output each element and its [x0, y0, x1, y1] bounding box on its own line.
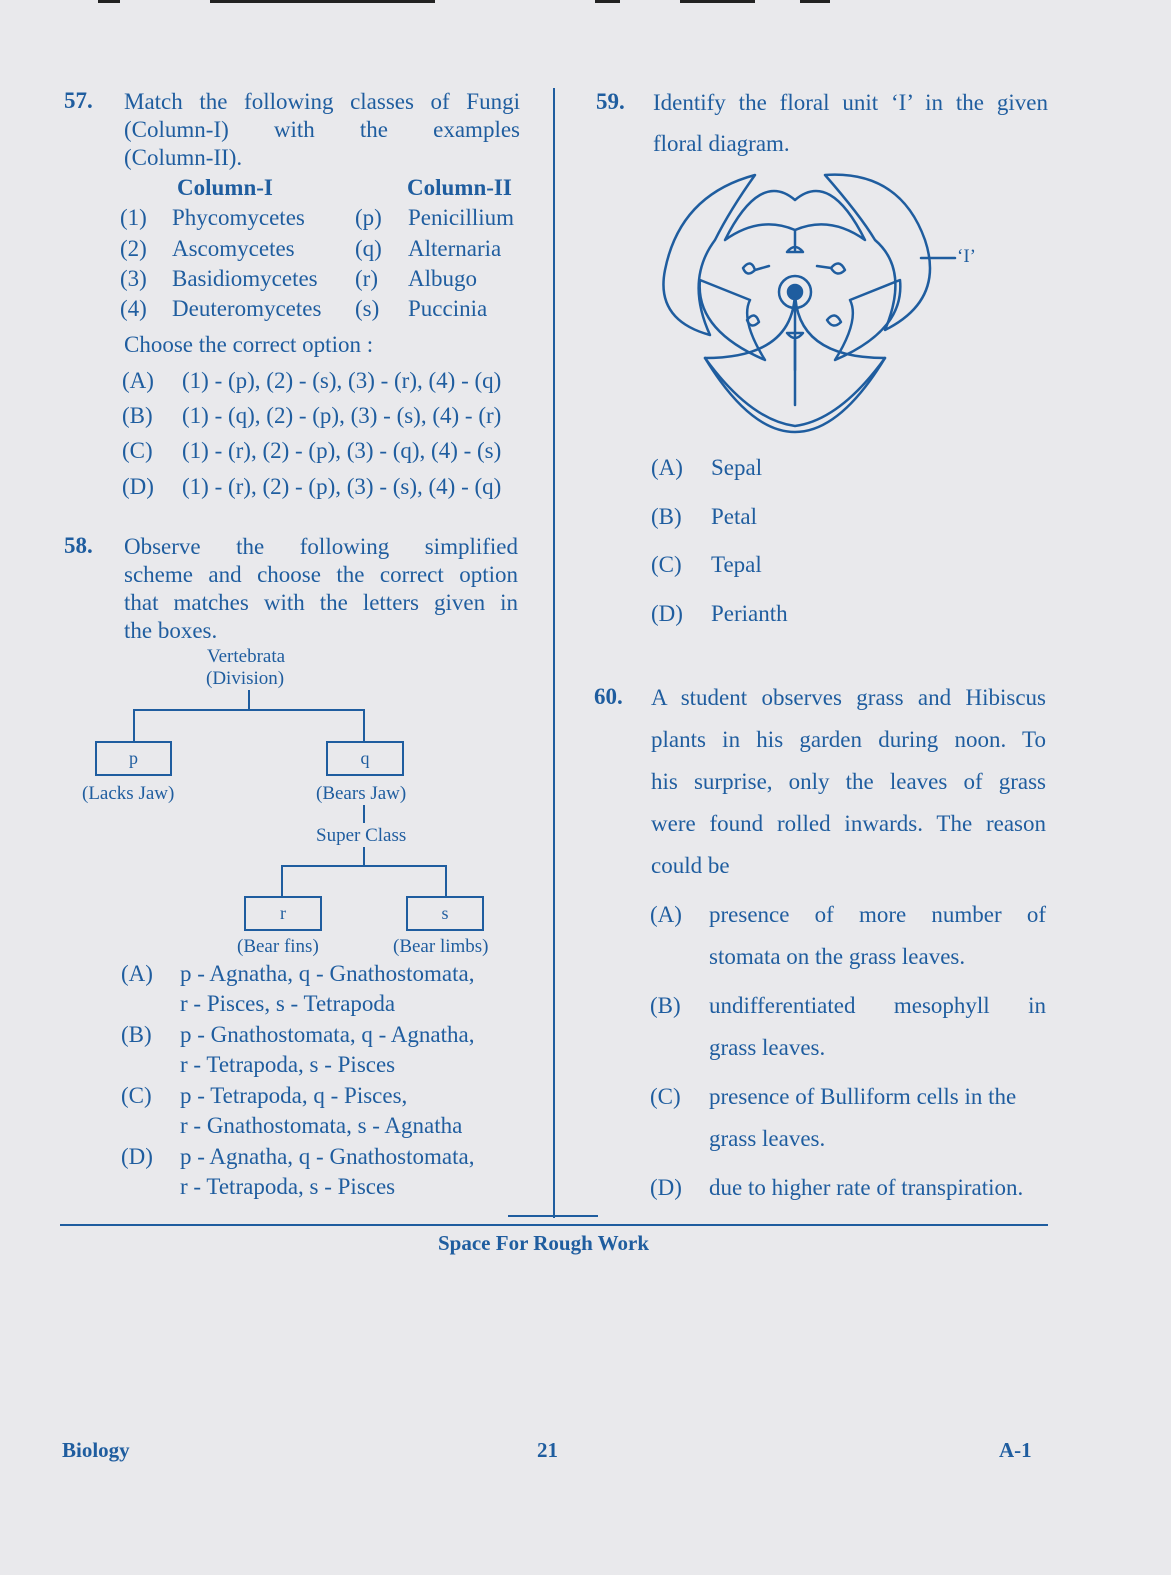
q59-option-c-label[interactable]: (C): [651, 552, 682, 577]
diagram-connector: [248, 690, 250, 710]
q60-stem-line-4: were found rolled inwards. The reason: [651, 811, 1046, 836]
diagram-connector: [445, 865, 447, 897]
q58-option-a-label[interactable]: (A): [121, 961, 153, 986]
diagram-box-q: q: [326, 741, 404, 776]
diagram-connector: [133, 709, 135, 742]
q60-option-d-line-1[interactable]: due to higher rate of transpiration.: [709, 1175, 1024, 1200]
q58-option-c-line-2[interactable]: r - Gnathostomata, s - Agnatha: [180, 1113, 463, 1138]
q57-option-b-label[interactable]: (B): [122, 403, 153, 428]
q60-stem-line-5: could be: [651, 853, 730, 878]
q60-option-a-label[interactable]: (A): [650, 902, 682, 927]
q59-stem-line-1: Identify the floral unit ‘I’ in the given: [653, 90, 1048, 115]
stamen-anther: [827, 315, 841, 325]
q58-option-d-label[interactable]: (D): [121, 1144, 153, 1169]
diagram-box-r: r: [244, 896, 322, 931]
floral-diagram: [655, 170, 995, 440]
q57-row-4-example: Puccinia: [408, 296, 488, 321]
q57-row-3-num: (3): [120, 266, 147, 291]
diagram-root-name: Vertebrata: [207, 646, 286, 667]
q57-row-2-num: (2): [120, 236, 147, 261]
q57-stem-line-3: (Column-II).: [124, 145, 243, 170]
q57-row-2-example: Alternaria: [408, 236, 502, 261]
column-divider-foot: [508, 1215, 598, 1217]
floral-diagram-label-i: ‘I’: [957, 246, 976, 267]
diagram-connector: [133, 709, 365, 711]
q60-option-a-line-1[interactable]: presence of more number of: [709, 902, 1046, 927]
q59-option-d-text[interactable]: Perianth: [711, 601, 788, 626]
diagram-connector: [281, 865, 283, 897]
q58-option-d-line-1[interactable]: p - Agnatha, q - Gnathostomata,: [180, 1144, 475, 1169]
q57-option-c-text[interactable]: (1) - (r), (2) - (p), (3) - (q), (4) - (s): [182, 438, 502, 463]
q60-stem-line-3: his surprise, only the leaves of grass: [651, 769, 1046, 794]
q60-option-b-label[interactable]: (B): [650, 993, 681, 1018]
q60-option-b-line-2[interactable]: grass leaves.: [709, 1035, 826, 1060]
q57-number: 57.: [64, 88, 93, 113]
q60-stem-line-1: A student observes grass and Hibiscus: [651, 685, 1046, 710]
perianth-lobe-right-lower: [835, 280, 900, 360]
q57-row-2-letter: (q): [355, 236, 382, 261]
q59-option-b-text[interactable]: Petal: [711, 504, 757, 529]
q57-option-b-text[interactable]: (1) - (q), (2) - (p), (3) - (s), (4) - (r): [182, 403, 502, 428]
q60-number: 60.: [594, 684, 623, 709]
q57-option-d-label[interactable]: (D): [122, 474, 154, 499]
q58-option-c-label[interactable]: (C): [121, 1083, 152, 1108]
q58-option-a-line-2[interactable]: r - Pisces, s - Tetrapoda: [180, 991, 396, 1016]
q57-row-3-item: Basidiomycetes: [172, 266, 318, 291]
diagram-connector: [363, 709, 365, 742]
q59-option-d-label[interactable]: (D): [651, 601, 683, 626]
diagram-superclass: Super Class: [316, 825, 407, 846]
q59-option-c-text[interactable]: Tepal: [711, 552, 762, 577]
q58-stem-line-4: the boxes.: [124, 618, 218, 643]
diagram-connector: [281, 865, 447, 867]
q60-option-c-line-1[interactable]: presence of Bulliform cells in the: [709, 1084, 1017, 1109]
stamen-anther: [743, 263, 755, 273]
q57-row-1-item: Phycomycetes: [172, 205, 305, 230]
q60-stem-line-2: plants in his garden during noon. To: [651, 727, 1046, 752]
q58-stem-line-2: scheme and choose the correct option: [124, 562, 518, 587]
q58-stem-line-1: Observe the following simplified: [124, 534, 518, 559]
q58-number: 58.: [64, 533, 93, 558]
q58-stem-line-3: that matches with the letters given in: [124, 590, 518, 615]
perianth-lobe-right: [825, 175, 930, 330]
q58-option-a-line-1[interactable]: p - Agnatha, q - Gnathostomata,: [180, 961, 475, 986]
q57-col1-header: Column-I: [177, 175, 273, 200]
q57-row-4-num: (4): [120, 296, 147, 321]
diagram-connector: [363, 805, 365, 823]
q57-option-d-text[interactable]: (1) - (r), (2) - (p), (3) - (s), (4) - (q): [182, 474, 502, 499]
q60-option-a-line-2[interactable]: stomata on the grass leaves.: [709, 944, 966, 969]
diagram-root-rank: (Division): [206, 668, 285, 689]
diagram-connector: [363, 847, 365, 867]
q58-option-c-line-1[interactable]: p - Tetrapoda, q - Pisces,: [180, 1083, 408, 1108]
q60-option-c-line-2[interactable]: grass leaves.: [709, 1126, 826, 1151]
q57-row-1-num: (1): [120, 205, 147, 230]
q58-option-b-line-1[interactable]: p - Gnathostomata, q - Agnatha,: [180, 1022, 475, 1047]
q60-option-c-label[interactable]: (C): [650, 1084, 681, 1109]
column-divider: [553, 88, 555, 1218]
q60-option-b-line-1[interactable]: undifferentiated mesophyll in: [709, 993, 1046, 1018]
q57-stem-line-2: (Column-I) with the examples: [124, 117, 520, 142]
q58-option-b-label[interactable]: (B): [121, 1022, 152, 1047]
footer-subject: Biology: [62, 1438, 130, 1462]
q57-option-a-text[interactable]: (1) - (p), (2) - (s), (3) - (r), (4) - (q): [182, 368, 502, 393]
page-separator: [60, 1224, 1048, 1226]
q59-stem-line-2: floral diagram.: [653, 131, 790, 156]
perianth-lobe-left-lower: [700, 280, 765, 360]
q58-option-b-line-2[interactable]: r - Tetrapoda, s - Pisces: [180, 1052, 396, 1077]
q57-row-4-letter: (s): [355, 296, 380, 321]
diagram-label-r: (Bear fins): [237, 936, 319, 957]
q59-number: 59.: [596, 89, 625, 114]
q57-option-c-label[interactable]: (C): [122, 438, 153, 463]
stamen-anther: [831, 263, 845, 273]
q59-option-b-label[interactable]: (B): [651, 504, 682, 529]
q57-row-3-letter: (r): [355, 266, 378, 291]
q57-row-3-example: Albugo: [408, 266, 477, 291]
q60-option-d-label[interactable]: (D): [650, 1175, 682, 1200]
q57-row-1-letter: (p): [355, 205, 382, 230]
q57-col2-header: Column-II: [407, 175, 512, 200]
q58-option-d-line-2[interactable]: r - Tetrapoda, s - Pisces: [180, 1174, 396, 1199]
footer-booklet-code: A-1: [999, 1438, 1032, 1462]
diagram-label-s: (Bear limbs): [393, 936, 489, 957]
diagram-box-p: p: [95, 741, 172, 776]
q57-prompt: Choose the correct option :: [124, 332, 374, 357]
q57-row-4-item: Deuteromycetes: [172, 296, 322, 321]
q57-option-a-label[interactable]: (A): [122, 368, 154, 393]
footer-page-number: 21: [537, 1438, 558, 1462]
perianth-lobe-left: [663, 175, 755, 335]
q59-option-a-label[interactable]: (A): [651, 455, 683, 480]
q59-option-a-text[interactable]: Sepal: [711, 455, 763, 480]
q57-row-2-item: Ascomycetes: [172, 236, 295, 261]
diagram-label-q: (Bears Jaw): [316, 783, 407, 804]
diagram-label-p: (Lacks Jaw): [82, 783, 175, 804]
diagram-box-s: s: [406, 896, 484, 931]
q57-stem-line-1: Match the following classes of Fungi: [124, 89, 520, 114]
rough-work-heading: Space For Rough Work: [438, 1231, 650, 1255]
q57-row-1-example: Penicillium: [408, 205, 515, 230]
